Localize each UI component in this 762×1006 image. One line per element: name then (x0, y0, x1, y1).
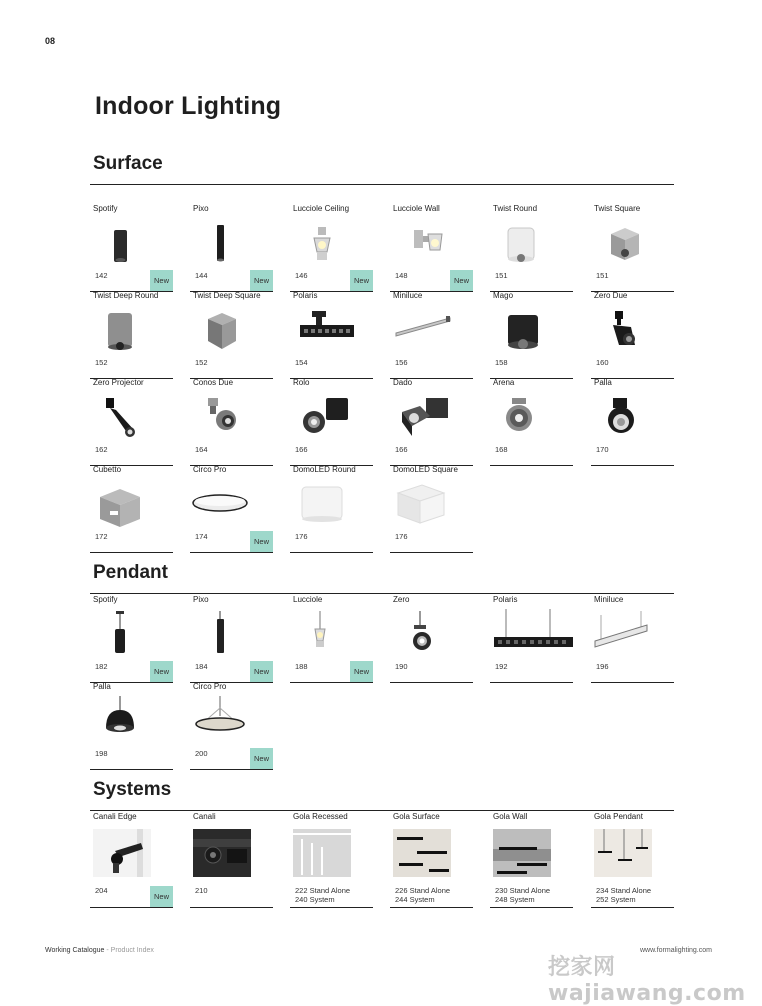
product-photo (591, 216, 674, 266)
product-photo (591, 390, 674, 440)
product-photo (390, 216, 473, 266)
product-card[interactable] (490, 291, 573, 379)
product-image (390, 390, 473, 440)
product-card[interactable] (490, 204, 573, 292)
product-photo (90, 477, 173, 527)
product-name: Spotify (93, 204, 118, 213)
product-photo (594, 829, 652, 877)
new-badge: New (150, 886, 173, 907)
product-image (90, 607, 173, 657)
page-reference: 160 (596, 358, 609, 367)
product-card[interactable] (390, 204, 473, 292)
product-name: Gola Surface (393, 812, 440, 821)
product-card[interactable] (490, 378, 573, 466)
footer-index: Product Index (110, 947, 154, 954)
product-image (190, 477, 273, 527)
product-card[interactable] (90, 812, 173, 908)
product-name: Polaris (493, 595, 518, 604)
product-card[interactable] (90, 682, 173, 770)
product-photo (293, 829, 351, 877)
product-photo (90, 607, 173, 657)
product-card[interactable] (390, 595, 473, 683)
product-card[interactable] (591, 291, 674, 379)
product-photo (190, 694, 273, 744)
page-reference: 154 (295, 358, 308, 367)
product-name: Canali (193, 812, 216, 821)
page-reference: 230 Stand Alone (495, 886, 551, 895)
product-photo (290, 607, 373, 657)
page-reference: 222 Stand Alone (295, 886, 351, 895)
product-photo (393, 829, 451, 877)
page-reference: 226 Stand Alone (395, 886, 451, 895)
product-card[interactable] (190, 595, 273, 683)
product-card[interactable] (90, 595, 173, 683)
page-reference: 176 (295, 532, 308, 541)
page-reference: 204 (95, 886, 108, 895)
product-card[interactable] (90, 204, 173, 292)
page-reference: 151 (596, 271, 609, 280)
product-image (190, 607, 273, 657)
product-image (390, 477, 473, 527)
product-card[interactable] (290, 378, 373, 466)
product-card[interactable] (290, 291, 373, 379)
product-image (490, 390, 573, 440)
product-photo (490, 607, 573, 657)
product-image (293, 829, 351, 877)
product-card[interactable] (591, 378, 674, 466)
product-name: Miniluce (594, 595, 624, 604)
product-name: Zero (393, 595, 410, 604)
product-card[interactable] (90, 291, 173, 379)
new-badge: New (150, 661, 173, 682)
page-reference: 168 (495, 445, 508, 454)
page-reference: 190 (395, 662, 408, 671)
product-name: Zero Projector (93, 378, 144, 387)
product-card[interactable] (90, 465, 173, 553)
product-card[interactable] (190, 204, 273, 292)
page-reference: 174 (195, 532, 208, 541)
product-card[interactable] (591, 204, 674, 292)
product-name: Cubetto (93, 465, 122, 474)
product-image (493, 829, 551, 877)
product-name: Twist Square (594, 204, 641, 213)
page-reference: 146 (295, 271, 308, 280)
product-name: Gola Pendant (594, 812, 643, 821)
product-photo (591, 303, 674, 353)
page-reference: 151 (495, 271, 508, 280)
product-name: Twist Deep Round (93, 291, 159, 300)
product-image (90, 216, 173, 266)
page-reference: 156 (395, 358, 408, 367)
section-heading-systems: Systems (93, 779, 172, 800)
page-reference: 196 (596, 662, 609, 671)
product-card[interactable] (190, 812, 273, 908)
product-name: Mago (493, 291, 514, 300)
product-photo (193, 829, 251, 877)
product-image (190, 303, 273, 353)
product-name: Palla (93, 682, 111, 691)
product-photo (290, 477, 373, 527)
page-reference: 152 (95, 358, 108, 367)
product-photo (490, 390, 573, 440)
product-photo (493, 829, 551, 877)
footer-website-link[interactable]: www.formalighting.com (640, 947, 712, 954)
page-reference: 170 (596, 445, 609, 454)
page-reference: 200 (195, 749, 208, 758)
page-reference: 144 (195, 271, 208, 280)
page-reference: 148 (395, 271, 408, 280)
product-card[interactable] (190, 378, 273, 466)
product-card[interactable] (591, 595, 674, 683)
product-name: Pixo (193, 204, 209, 213)
product-photo (90, 390, 173, 440)
product-image (190, 694, 273, 744)
product-photo (90, 216, 173, 266)
product-photo (190, 303, 273, 353)
new-badge: New (350, 270, 373, 291)
product-name: Gola Wall (493, 812, 528, 821)
product-image (193, 829, 251, 877)
product-name: Palla (594, 378, 612, 387)
product-name: Twist Round (493, 204, 538, 213)
product-image (594, 829, 652, 877)
product-name: Circo Pro (193, 465, 227, 474)
section-rule-systems (90, 810, 674, 811)
new-badge: New (250, 270, 273, 291)
page-reference-system: 252 System (596, 895, 636, 904)
product-name: Arena (493, 378, 515, 387)
product-name: DomoLED Square (393, 465, 458, 474)
product-photo (490, 216, 573, 266)
page-reference: 176 (395, 532, 408, 541)
section-rule-surface (90, 184, 674, 185)
new-badge: New (150, 270, 173, 291)
product-image (490, 216, 573, 266)
section-heading-surface: Surface (93, 153, 163, 174)
product-name: Miniluce (393, 291, 423, 300)
product-card[interactable] (90, 378, 173, 466)
page-reference: 188 (295, 662, 308, 671)
footer-catalogue (45, 947, 154, 954)
product-name: Lucciole (293, 595, 323, 604)
product-card[interactable] (490, 812, 573, 908)
product-photo (190, 477, 273, 527)
product-image (290, 607, 373, 657)
page-reference: 192 (495, 662, 508, 671)
product-name: Zero Due (594, 291, 628, 300)
page-reference: 142 (95, 271, 108, 280)
product-card[interactable] (190, 291, 273, 379)
product-photo (90, 303, 173, 353)
product-card[interactable] (190, 682, 273, 770)
product-card[interactable] (290, 812, 373, 908)
page-reference: 162 (95, 445, 108, 454)
page-title: Indoor Lighting (95, 92, 282, 120)
new-badge: New (250, 531, 273, 552)
product-image (90, 477, 173, 527)
product-image (390, 607, 473, 657)
footer-separator: - (106, 947, 109, 954)
product-name: Twist Deep Square (193, 291, 261, 300)
product-card[interactable] (290, 204, 373, 292)
product-image (290, 303, 373, 353)
product-photo (90, 694, 173, 744)
product-name: Rolo (293, 378, 310, 387)
page-reference: 158 (495, 358, 508, 367)
product-image (490, 303, 573, 353)
product-photo (190, 390, 273, 440)
footer-catalogue-name: Working Catalogue (45, 947, 105, 954)
product-photo (190, 607, 273, 657)
product-card[interactable] (490, 595, 573, 683)
product-card[interactable] (290, 595, 373, 683)
product-image (390, 303, 473, 353)
page-reference: 172 (95, 532, 108, 541)
page-reference-system: 248 System (495, 895, 535, 904)
product-name: Spotify (93, 595, 118, 604)
product-image (290, 390, 373, 440)
page-reference: 198 (95, 749, 108, 758)
product-photo (390, 390, 473, 440)
product-image (190, 390, 273, 440)
product-name: Conos Due (193, 378, 234, 387)
product-image (290, 216, 373, 266)
product-image (390, 216, 473, 266)
product-card[interactable] (290, 465, 373, 553)
product-name: Polaris (293, 291, 318, 300)
product-card[interactable] (390, 812, 473, 908)
product-name: Dado (393, 378, 413, 387)
product-image (190, 216, 273, 266)
product-photo (390, 607, 473, 657)
product-name: Circo Pro (193, 682, 227, 691)
product-name: Lucciole Ceiling (293, 204, 350, 213)
product-card[interactable] (190, 465, 273, 553)
section-rule-pendant (90, 593, 674, 594)
page-reference: 166 (295, 445, 308, 454)
page-reference: 182 (95, 662, 108, 671)
new-badge: New (250, 748, 273, 769)
product-image (393, 829, 451, 877)
page-reference-system: 240 System (295, 895, 335, 904)
product-photo (591, 607, 674, 657)
new-badge: New (450, 270, 473, 291)
product-name: Pixo (193, 595, 209, 604)
product-name: Lucciole Wall (393, 204, 440, 213)
product-photo (93, 829, 151, 877)
product-photo (290, 216, 373, 266)
product-name: Canali Edge (93, 812, 137, 821)
product-photo (190, 216, 273, 266)
page-reference: 184 (195, 662, 208, 671)
product-image (591, 303, 674, 353)
page-reference: 210 (195, 886, 208, 895)
product-image (90, 390, 173, 440)
page-reference: 164 (195, 445, 208, 454)
product-name: Gola Recessed (293, 812, 348, 821)
page-reference: 234 Stand Alone (596, 886, 652, 895)
new-badge: New (250, 661, 273, 682)
page-reference-system: 244 System (395, 895, 435, 904)
product-card[interactable] (390, 465, 473, 553)
watermark-logo: 挖家网 wajiawang.com (548, 955, 746, 1006)
product-image (591, 216, 674, 266)
product-image (591, 607, 674, 657)
page-reference: 166 (395, 445, 408, 454)
product-image (93, 829, 151, 877)
new-badge: New (350, 661, 373, 682)
product-photo (290, 303, 373, 353)
product-name: DomoLED Round (293, 465, 356, 474)
product-card[interactable] (591, 812, 674, 908)
product-image (591, 390, 674, 440)
product-photo (390, 303, 473, 353)
product-image (90, 303, 173, 353)
product-image (90, 694, 173, 744)
product-card[interactable] (390, 291, 473, 379)
product-photo (290, 390, 373, 440)
product-card[interactable] (390, 378, 473, 466)
product-image (490, 607, 573, 657)
product-image (290, 477, 373, 527)
page-reference: 152 (195, 358, 208, 367)
section-heading-pendant: Pendant (93, 562, 168, 583)
product-photo (390, 477, 473, 527)
page-number: 08 (45, 36, 56, 46)
product-photo (490, 303, 573, 353)
